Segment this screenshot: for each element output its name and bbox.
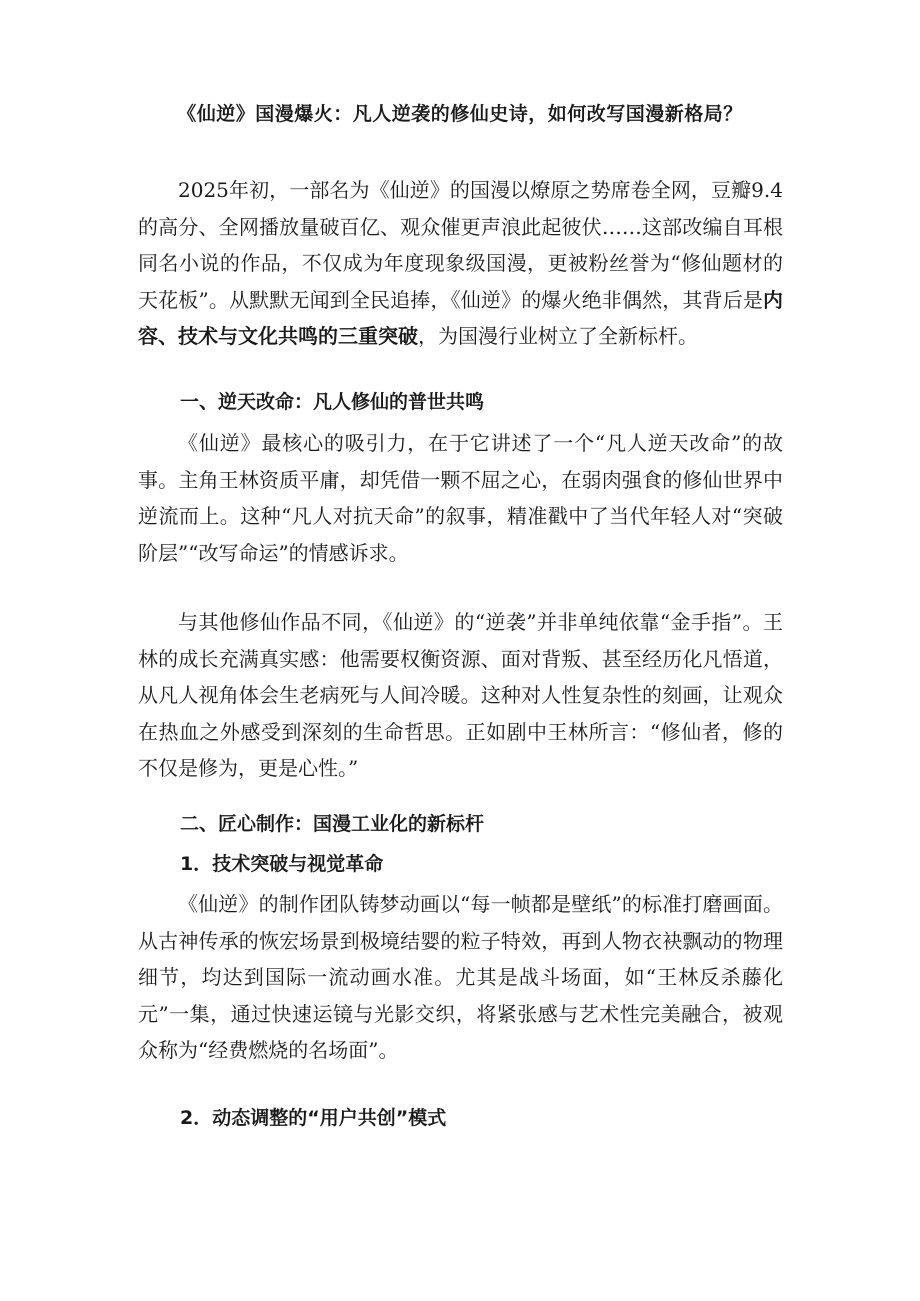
section1-paragraph-2: 与其他修仙作品不同，《仙逆》的“逆袭”并非单纯依靠“金手指”。王林的成长充满真实感：他需要权衡资源、面对背叛、甚至经历化凡悟道，从凡人视角体会生老病死与人间冷暖。这种对人性复杂性的刻画，让观众在热血之外感受到深刻的生命哲思。正如剧中王林所言：“修仙者，修的不仅是修为，更是心性。” bbox=[138, 610, 783, 780]
section2-sub2-heading: 2．动态调整的“用户共创”模式 bbox=[180, 1107, 447, 1129]
section2-sub1-paragraph: 《仙逆》的制作团队铸梦动画以“每一帧都是壁纸”的标准打磨画面。从古神传承的恢宏场景到极境结婴的粒子特效，再到人物衣袂飘动的物理细节，均达到国际一流动画水准。尤其是战斗场面，如“王林反杀藤化元”一集，通过快速运镜与光影交织，将紧张感与艺术性完美融合，被观众称为“经费燃烧的名场面”。 bbox=[138, 892, 783, 1062]
section2-heading: 二、匠心制作：国漫工业化的新标杆 bbox=[180, 813, 485, 835]
section2-sub1-heading: 1．技术突破与视觉革命 bbox=[180, 853, 384, 875]
intro-bold-text: 内容、技术与文化共鸣的三重突破 bbox=[138, 287, 783, 348]
intro-text-before: 2025年初，一部名为《仙逆》的国漫以燎原之势席卷全网，豆瓣9.4的高分、全网播放量破百亿、观众催更声浪此起彼伏……这部改编自耳根同名小说的作品，不仅成为年度现象级国漫，更被粉丝誉为“修仙题材的天花板”。从默默无闻到全民追捧，《仙逆》的爆火绝非偶然，其背后是 bbox=[138, 178, 783, 312]
article-title: 《仙逆》国漫爆火：凡人逆袭的修仙史诗，如何改写国漫新格局？ bbox=[177, 103, 743, 125]
intro-text-after: ，为国漫行业树立了全新标杆。 bbox=[418, 324, 698, 348]
intro-paragraph bbox=[138, 172, 783, 355]
section1-paragraph-1: 《仙逆》最核心的吸引力，在于它讲述了一个“凡人逆天改命”的故事。主角王林资质平庸，却凭借一颗不屈之心，在弱肉强食的修仙世界中逆流而上。这种“凡人对抗天命”的叙事，精准戳中了当代年轻人对“突破阶层”“改写命运”的情感诉求。 bbox=[138, 431, 783, 565]
section1-heading: 一、逆天改命：凡人修仙的普世共鸣 bbox=[180, 391, 485, 413]
